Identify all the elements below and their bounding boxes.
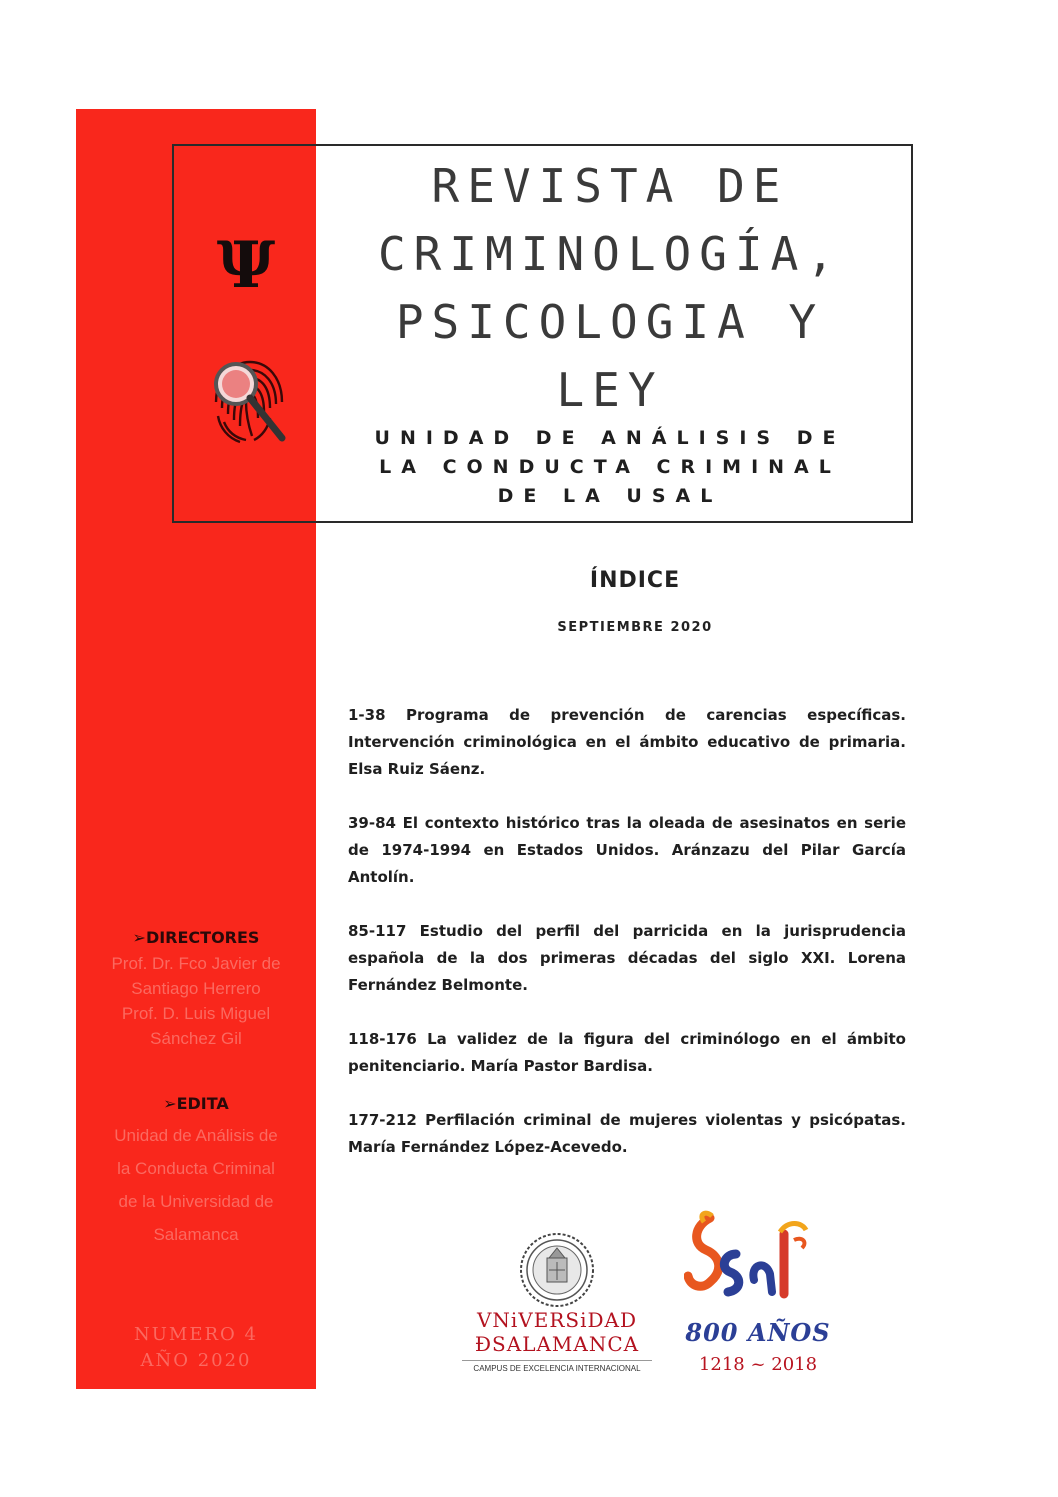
edita-publisher (88, 1119, 304, 1251)
university-seal-icon (519, 1232, 595, 1308)
title-line: PSICOLOGIA Y (395, 295, 825, 349)
directors-line: Prof. Dr. Fco Javier de (111, 954, 281, 973)
university-salamanca-logo (462, 1232, 652, 1380)
subtitle-line: LA CONDUCTA CRIMINAL (379, 456, 841, 478)
toc-entry: 85-117 Estudio del perfil del parricida en la jurisprudencia española de la dos primeras décadas del siglo XXI. Lorena Fernández Belmonte. (348, 922, 906, 994)
title-line: REVISTA DE (431, 159, 789, 213)
directors-line: Santiago Herrero (131, 979, 261, 998)
directors-line: Prof. D. Luis Miguel (121, 1004, 271, 1023)
table-of-contents (348, 702, 906, 1188)
university-name-line: VNiVERSiDAD (476, 1308, 638, 1332)
campus-excellence-label: CAMPUS DE EXCELENCIA INTERNACIONAL (462, 1360, 652, 1373)
issue-line: NUMERO 4 (134, 1324, 258, 1345)
edita-line: la Conducta Criminal (117, 1159, 275, 1178)
subtitle-line: DE LA USAL (497, 485, 723, 507)
anniversary-years: 800 AÑOS (685, 1318, 831, 1347)
toc-entry: 1-38 Programa de prevención de carencias específicas. Intervención criminológica en el ámbito educativo de primaria. Elsa Ruiz Sáenz. (348, 706, 906, 778)
edita-line: Unidad de Análisis de (114, 1126, 278, 1145)
subtitle-line: UNIDAD DE ANÁLISIS DE (374, 427, 846, 449)
journal-subtitle (340, 424, 880, 511)
issue-date: SEPTIEMBRE 2020 (557, 620, 713, 635)
toc-entry: 39-84 El contexto histórico tras la oleada de asesinatos en serie de 1974-1994 en Estados Unidos. Aránzazu del Pilar García Antolín. (348, 814, 906, 886)
directors-line: Sánchez Gil (150, 1029, 242, 1048)
edita-line: de la Universidad de (118, 1192, 274, 1211)
university-name-line: ÐSALAMANCA (474, 1332, 640, 1356)
toc-entry: 118-176 La validez de la figura del criminólogo en el ámbito penitenciario. María Pastor Bardisa. (348, 1030, 906, 1075)
title-line: LEY (556, 363, 664, 417)
psi-symbol-icon: Ψ (216, 228, 276, 303)
edita-heading: ➢EDITA (163, 1094, 229, 1113)
university-name (462, 1308, 652, 1356)
fingerprint-magnifier-icon (206, 352, 290, 448)
edita-section (88, 1094, 304, 1251)
directors-heading: ➢DIRECTORES (132, 928, 260, 947)
directors-names (88, 951, 304, 1051)
usal-800-anniversary-logo (684, 1210, 832, 1385)
directors-section (88, 928, 304, 1051)
issue-line: AÑO 2020 (140, 1350, 252, 1371)
issue-number (88, 1322, 304, 1374)
journal-title (330, 152, 890, 424)
edita-line: Salamanca (153, 1225, 239, 1244)
usal-dragon-mark-icon (684, 1210, 832, 1320)
title-line: CRIMINOLOGÍA, (377, 227, 843, 281)
anniversary-range: 1218 ~ 2018 (698, 1354, 818, 1375)
index-heading: ÍNDICE (589, 568, 681, 593)
toc-entry: 177-212 Perfilación criminal de mujeres violentas y psicópatas. María Fernández López-Acevedo. (348, 1111, 906, 1156)
